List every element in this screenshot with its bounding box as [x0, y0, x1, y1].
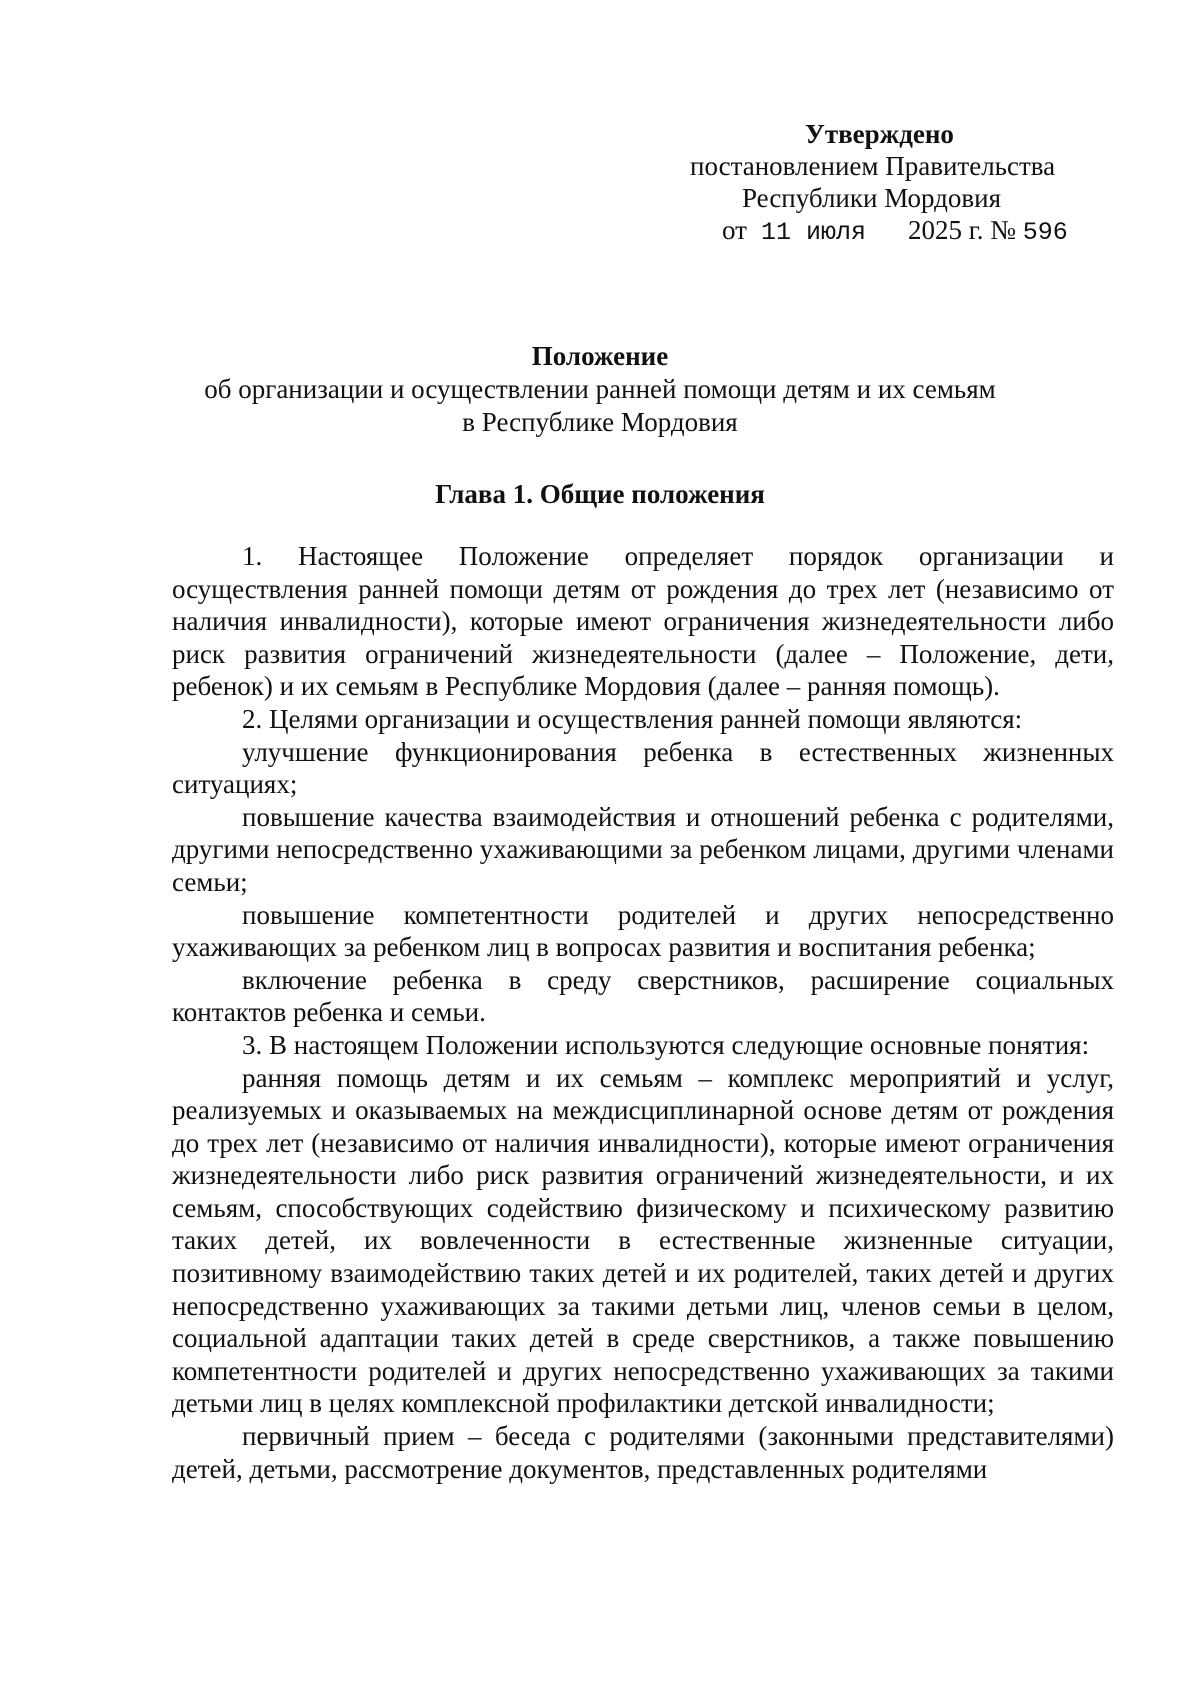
paragraph: первичный прием – беседа с родителями (законными представителями) детей, детьми, рассмотрение документов, представленных родителями [172, 1421, 1114, 1484]
approval-date-day-month: 11 июля [760, 218, 866, 247]
paragraph: улучшение функционирования ребенка в естественных жизненных ситуациях; [172, 736, 1114, 800]
document-subtitle-line-2: в Республике Мордовия [462, 407, 738, 437]
document-subtitle-line-1: об организации и осуществлении ранней помощи детям и их семьям [204, 374, 996, 404]
approval-number: 596 [1022, 218, 1068, 247]
paragraph: ранняя помощь детям и их семьям – комплекс мероприятий и услуг, реализуемых и оказываемых на междисциплинарной основе детям от рождения до трех лет (независимо от наличия инвалидности), которые имеют ограничения жизнедеятельности либо риск развития ограничений жизнедеятельности, и их семьям, способствующих содействию физическому и психическому развитию таких детей, их вовлеченности в естественные жизненные ситуации, позитивному взаимодействию таких детей и их родителей, таких детей и других непосредственно ухаживающих за такими детьми лиц, членов семьи в целом, социальной адаптации таких детей в среде сверстников, а также повышению компетентности родителей и других непосредственно ухаживающих за такими детьми лиц в целях комплексной профилактики детской инвалидности; [172, 1062, 1114, 1419]
document-title: Положение [531, 341, 669, 371]
paragraph: включение ребенка в среду сверстников, расширение социальных контактов ребенка и семьи. [172, 964, 1114, 1028]
paragraph: 2. Целями организации и осуществления ранней помощи являются: [242, 703, 1023, 734]
approval-date-line [690, 214, 1110, 249]
document-heading [180, 340, 1020, 439]
approval-title: Утверждено [805, 119, 954, 149]
paragraph: 3. В настоящем Положении используются следующие основные понятия: [242, 1029, 1090, 1060]
approval-line-1: постановлением Правительства [690, 151, 1056, 181]
paragraph: повышение компетентности родителей и других непосредственно ухаживающих за ребенком лиц в вопросах развития и воспитания ребенка; [172, 899, 1114, 963]
approval-date-year: 2025 г. № [907, 215, 1017, 245]
chapter-title: Глава 1. Общие положения [435, 479, 765, 509]
paragraph: 1. Настоящее Положение определяет порядок организации и осуществления ранней помощи детям от рождения до трех лет (независимо от наличия инвалидности), которые имеют ограничения жизнедеятельности либо риск развития ограничений жизнедеятельности (далее – Положение, дети, ребенок) и их семьям в Республике Мордовия (далее – ранняя помощь). [172, 541, 1114, 702]
body-text [172, 540, 1114, 1485]
approval-stamp [690, 118, 1110, 249]
paragraph: повышение качества взаимодействия и отношений ребенка с родителями, другими непосредственно ухаживающими за ребенком лицами, другими членами семьи; [172, 801, 1114, 897]
approval-date-prefix: от [722, 215, 747, 245]
approval-line-2: Республики Мордовия [742, 183, 1002, 213]
